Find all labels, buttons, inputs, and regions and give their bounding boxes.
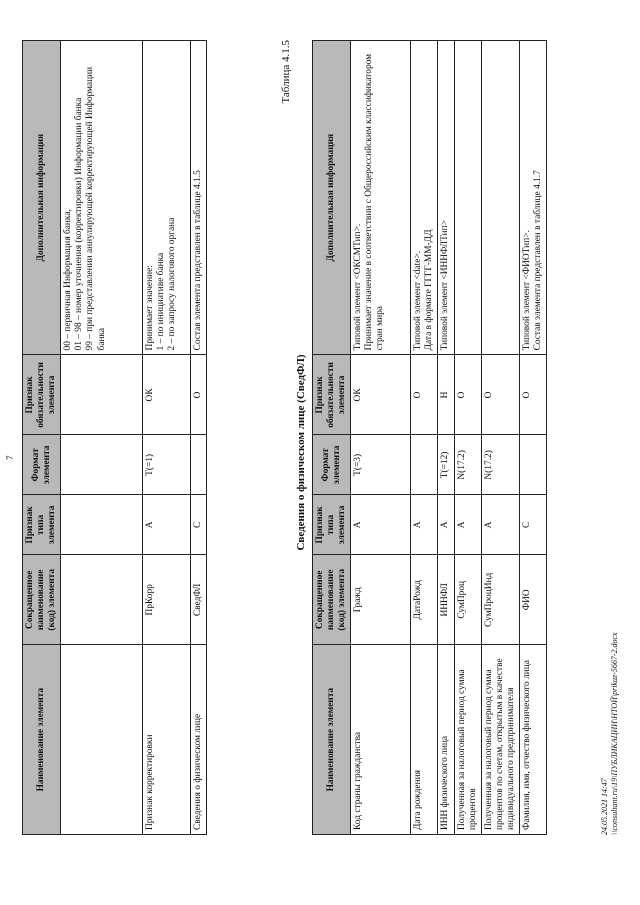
cell-code: СумПроц [454, 555, 481, 645]
cell-info: Принимает значение: 1 – по инициативе банка 2 – по запросу налогового органа [143, 41, 191, 355]
cell-name [61, 645, 143, 835]
cell-type: С [520, 495, 547, 555]
cell-info: Типовой элемент <ОКСМТип>. Принимает значение в соответствии с Общероссийским классификатором стран мира [351, 41, 411, 355]
header-row [313, 41, 351, 835]
table-continuation [22, 40, 207, 835]
table-row [438, 41, 454, 835]
header-format: Формат элемента [23, 435, 61, 495]
cell-name: ИНН физического лица [438, 645, 454, 835]
cell-type: А [481, 495, 519, 555]
header-info: Дополнительная информация [313, 41, 351, 355]
header-name: Наименование элемента [23, 645, 61, 835]
table-row [520, 41, 547, 835]
header-info: Дополнительная информация [23, 41, 61, 355]
cell-code: ДатаРожд [411, 555, 438, 645]
table-row [454, 41, 481, 835]
header-code: Сокращенное наименование (код) элемента [23, 555, 61, 645]
cell-name: Сведения о физическом лице [191, 645, 207, 835]
cell-type [61, 495, 143, 555]
header-code: Сокращенное наименование (код) элемента [313, 555, 351, 645]
cell-format: Т(=3) [351, 435, 411, 495]
cell-format: Т(=12) [438, 435, 454, 495]
cell-format [191, 435, 207, 495]
cell-format: Т(=1) [143, 435, 191, 495]
cell-code: СумПроцИнд [481, 555, 519, 645]
table-row [191, 41, 207, 835]
cell-type: А [411, 495, 438, 555]
cell-code: ФИО [520, 555, 547, 645]
table-row [411, 41, 438, 835]
header-mandatory: Признак обязательности элемента [23, 355, 61, 435]
cell-mandatory: ОК [143, 355, 191, 435]
cell-format [411, 435, 438, 495]
cell-mandatory: О [191, 355, 207, 435]
cell-type: А [143, 495, 191, 555]
cell-name: Признак корректировки [143, 645, 191, 835]
header-row [23, 41, 61, 835]
cell-mandatory: ОК [351, 355, 411, 435]
cell-name: Код страны гражданства [351, 645, 411, 835]
cell-type: А [351, 495, 411, 555]
cell-mandatory: О [411, 355, 438, 435]
header-type: Признак типа элемента [313, 495, 351, 555]
header-format: Формат элемента [313, 435, 351, 495]
cell-mandatory: О [454, 355, 481, 435]
cell-code: СведФЛ [191, 555, 207, 645]
cell-name: Фамилия, имя, отчество физического лица [520, 645, 547, 835]
table-row [481, 41, 519, 835]
table-4-1-5 [312, 40, 547, 835]
cell-code: ИННФЛ [438, 555, 454, 645]
cell-code: ПрКорр [143, 555, 191, 645]
cell-format: N(17.2) [481, 435, 519, 495]
cell-format: N(17.2) [454, 435, 481, 495]
header-name: Наименование элемента [313, 645, 351, 835]
cell-info: Типовой элемент <ФИОТип>. Состав элемента представлен в таблице 4.1.7 [520, 41, 547, 355]
cell-info: 00 – первичная Информация банка, 01 – 98 – номер уточнения (корректировки) Информации банка 99 – при представлении аннулирующей корректирующей Информации банка [61, 41, 143, 355]
cell-type: С [191, 495, 207, 555]
cell-code: Гражд [351, 555, 411, 645]
cell-info [454, 41, 481, 355]
cell-name: Полученная за налоговый период сумма процентов [454, 645, 481, 835]
cell-type: А [438, 495, 454, 555]
table-label: Таблица 4.1.5 [280, 40, 292, 104]
header-mandatory: Признак обязательности элемента [313, 355, 351, 435]
cell-mandatory [61, 355, 143, 435]
cell-info: Типовой элемент <ИННФЛТип> [438, 41, 454, 355]
footer-path: 24.05.2021 14:47 \\consultant.ru\19\ПУБЛИКАЦИИ\НТОЙ\prikaz-5667-2.docx [600, 632, 619, 835]
table-row [61, 41, 143, 835]
table-row [143, 41, 191, 835]
cell-format [520, 435, 547, 495]
cell-type: А [454, 495, 481, 555]
cell-mandatory: Н [438, 355, 454, 435]
table-row [351, 41, 411, 835]
cell-info: Типовой элемент <date>. Дата в формате ГГГГ-ММ-ДД [411, 41, 438, 355]
cell-info [481, 41, 519, 355]
cell-code [61, 555, 143, 645]
table-title: Сведения о физическом лице (СведФЛ) [295, 354, 307, 551]
cell-name: Дата рождения [411, 645, 438, 835]
cell-mandatory: О [520, 355, 547, 435]
header-type: Признак типа элемента [23, 495, 61, 555]
cell-mandatory: О [481, 355, 519, 435]
cell-format [61, 435, 143, 495]
page-number: 7 [5, 455, 15, 460]
cell-name: Полученная за налоговый период сумма процентов по счетам, открытым в качестве индивидуального предпринимателя [481, 645, 519, 835]
cell-info: Состав элемента представлен в таблице 4.1.5 [191, 41, 207, 355]
